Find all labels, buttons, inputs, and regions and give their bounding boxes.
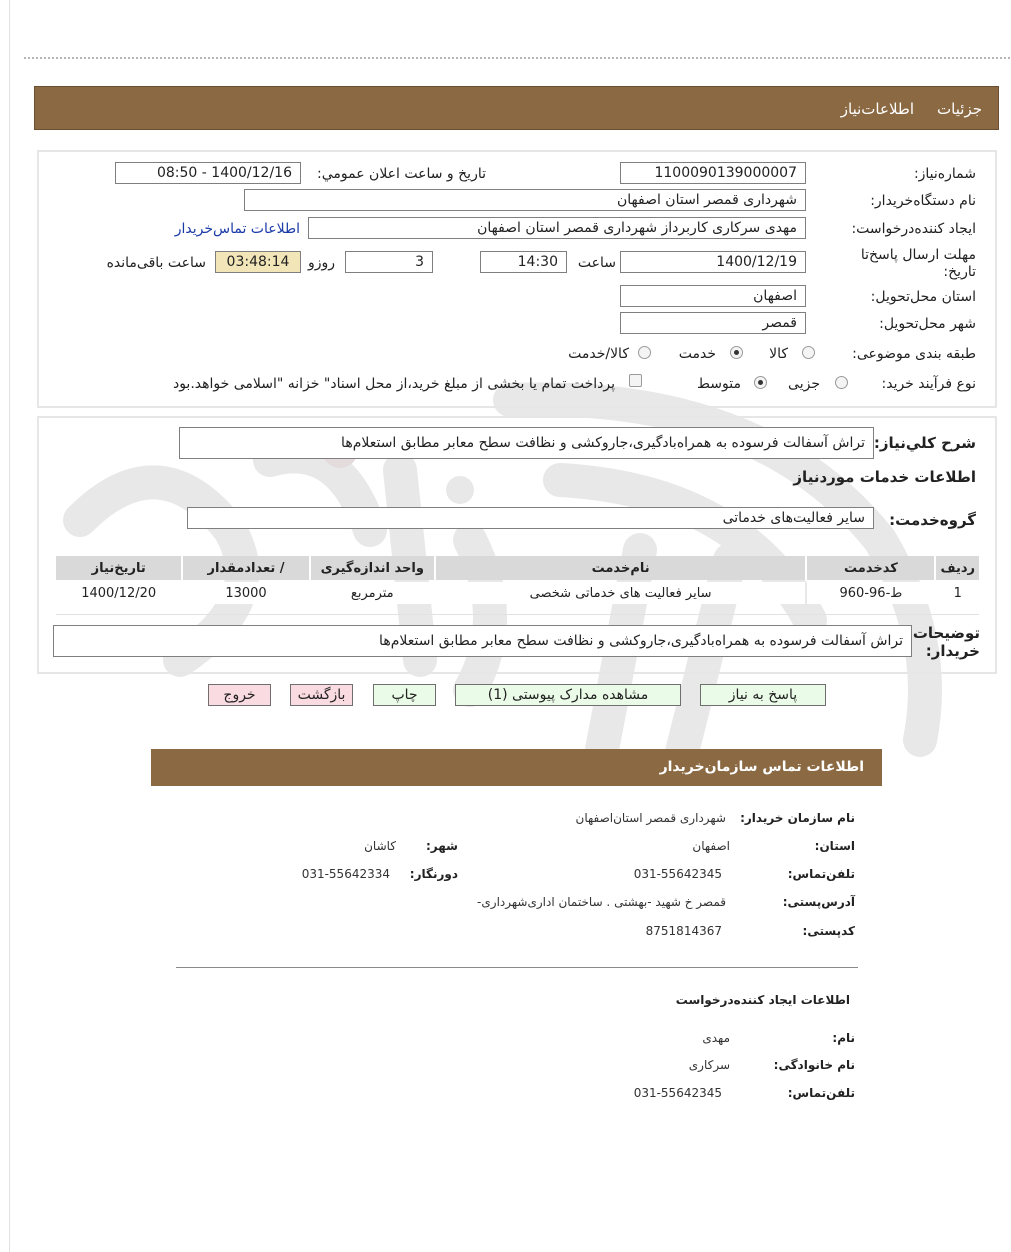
table-row bbox=[56, 582, 979, 604]
left-border-line bbox=[9, 0, 10, 1252]
process-option-minor: جزیی bbox=[788, 376, 820, 392]
creator-info-title: اطلاعات ایجاد کننده‌درخواست bbox=[675, 993, 850, 1007]
contact-address-label: آدرس‌پستی: bbox=[782, 895, 855, 909]
contact-city-label: شهر: bbox=[426, 839, 458, 853]
view-attachments-button[interactable]: مشاهده مدارک پیوستی (1) bbox=[455, 684, 681, 706]
category-radio-service[interactable] bbox=[730, 346, 743, 359]
col-code: کدخدمت bbox=[807, 556, 934, 580]
print-button[interactable]: چاپ bbox=[373, 684, 436, 706]
province-field: اصفهان bbox=[620, 285, 806, 307]
days-label: روزو bbox=[307, 255, 335, 271]
buyer-org-field: شهرداری قمصر استان اصفهان bbox=[244, 189, 806, 211]
col-date: تاریخ‌نیاز bbox=[56, 556, 181, 580]
process-radio-medium[interactable] bbox=[754, 376, 767, 389]
announce-field: 1400/12/16 - 08:50 bbox=[115, 162, 301, 184]
exit-button[interactable]: خروج bbox=[208, 684, 271, 706]
creator-name-label: نام: bbox=[832, 1031, 855, 1045]
breadcrumb-details[interactable]: جزئیات bbox=[937, 100, 982, 118]
contact-province-value: اصفهان bbox=[692, 839, 730, 853]
process-option-medium: متوسط bbox=[697, 376, 741, 392]
contact-province-label: استان: bbox=[814, 839, 855, 853]
services-title: اطلاعات خدمات موردنیاز bbox=[793, 468, 976, 486]
buyer-notes-field: تراش آسفالت فرسوده به همراه‌بادگیری،جاروکشی و نظافت سطح معابر مطابق استعلام‌ها bbox=[53, 625, 912, 657]
category-option-goods: کالا bbox=[769, 346, 788, 362]
process-label: نوع فرآیند خرید: bbox=[881, 376, 976, 392]
category-label: طبقه بندی موضوعی: bbox=[852, 346, 976, 362]
col-row: ردیف bbox=[936, 556, 979, 580]
deadline-date-field: 1400/12/19 bbox=[620, 251, 806, 273]
contact-org-label: نام سازمان خریدار: bbox=[740, 811, 855, 825]
contact-postal-label: کدپستی: bbox=[802, 924, 855, 938]
need-desc-field: تراش آسفالت فرسوده به همراه‌بادگیری،جاروکشی و نظافت سطح معابر مطابق استعلام‌ها bbox=[179, 427, 874, 459]
services-table bbox=[54, 554, 981, 606]
city-field: قمصر bbox=[620, 312, 806, 334]
announce-label: تاریخ و ساعت اعلان عمومي: bbox=[317, 166, 486, 182]
creator-label: ایجاد کننده‌درخواست: bbox=[851, 221, 976, 237]
province-label: استان محل‌تحویل: bbox=[870, 289, 976, 305]
cell-date: 1400/12/20 bbox=[56, 582, 181, 604]
group-field: سایر فعالیت‌های خدماتی bbox=[187, 507, 874, 529]
contact-postal-value: 8751814367 bbox=[645, 924, 722, 938]
creator-family-label: نام خانوادگی: bbox=[773, 1058, 855, 1072]
buyer-org-label: نام دستگاه‌خریدار: bbox=[870, 193, 976, 209]
creator-name-value: مهدی bbox=[702, 1031, 730, 1045]
top-separator bbox=[24, 57, 1010, 59]
remaining-label: ساعت باقی‌مانده bbox=[106, 255, 206, 271]
deadline-label: مهلت ارسال پاسخ‌تا تاریخ: bbox=[860, 247, 976, 280]
cell-code: ط-96-960 bbox=[807, 582, 934, 604]
creator-phone-label: تلفن‌تماس: bbox=[787, 1086, 855, 1100]
col-name: نام‌خدمت bbox=[436, 556, 805, 580]
cell-unit: مترمربع bbox=[311, 582, 434, 604]
table-bottom-border bbox=[56, 614, 979, 615]
contact-city-value: کاشان bbox=[364, 839, 396, 853]
creator-phone-value: 031-55642345 bbox=[633, 1086, 722, 1100]
contact-title: اطلاعات تماس سازمان‌خریدار bbox=[659, 759, 864, 775]
cell-name: سایر فعالیت های خدماتی شخصی bbox=[436, 582, 805, 604]
city-label: شهر محل‌تحویل: bbox=[879, 316, 976, 332]
buyer-notes-label: توضیحات خریدار: bbox=[912, 624, 980, 660]
services-table-header bbox=[56, 556, 979, 580]
category-radio-goods-service[interactable] bbox=[638, 346, 651, 359]
need-desc-label: شرح کلي‌نیاز: bbox=[873, 434, 976, 452]
category-option-service: خدمت bbox=[678, 346, 716, 362]
days-field: 3 bbox=[345, 251, 433, 273]
payment-note: پرداخت تمام یا بخشی از مبلغ خرید،از محل اسناد" خزانه "اسلامی خواهد.بود bbox=[172, 376, 615, 392]
contact-divider bbox=[176, 967, 858, 968]
contact-fax-label: دورنگار: bbox=[409, 867, 458, 881]
process-radio-minor[interactable] bbox=[835, 376, 848, 389]
col-unit: واحد اندازه‌گیری bbox=[311, 556, 434, 580]
contact-org-value: شهرداری قمصر استان‌اصفهان bbox=[575, 811, 726, 825]
contact-phone-value: 031-55642345 bbox=[633, 867, 722, 881]
deadline-time-label: ساعت bbox=[577, 255, 616, 271]
cell-row: 1 bbox=[936, 582, 979, 604]
remaining-time-field: 03:48:14 bbox=[215, 251, 301, 273]
creator-family-value: سرکاری bbox=[688, 1058, 730, 1072]
back-button[interactable]: بازگشت bbox=[290, 684, 353, 706]
creator-field: مهدی سرکاری کاربرداز شهرداری قمصر استان اصفهان bbox=[308, 217, 806, 239]
contact-header-bar bbox=[151, 749, 882, 786]
col-quantity: / تعدادمقدار bbox=[183, 556, 308, 580]
payment-treasury-checkbox[interactable] bbox=[629, 374, 642, 387]
deadline-time-field: 14:30 bbox=[480, 251, 567, 273]
need-number-field: 1100090139000007 bbox=[620, 162, 806, 184]
cell-quantity: 13000 bbox=[183, 582, 308, 604]
header-bar bbox=[34, 86, 999, 130]
buyer-contact-link[interactable]: اطلاعات تماس‌خریدار bbox=[174, 221, 300, 237]
contact-phone-label: تلفن‌تماس: bbox=[787, 867, 855, 881]
group-label: گروه‌خدمت: bbox=[889, 511, 976, 529]
reply-button[interactable]: پاسخ به نیاز bbox=[700, 684, 826, 706]
category-option-goods-service: کالا/خدمت bbox=[568, 346, 629, 362]
contact-address-value: قمصر خ شهید -بهشتی . ساختمان اداری‌شهرداری- bbox=[477, 895, 726, 909]
category-radio-goods[interactable] bbox=[802, 346, 815, 359]
need-number-label: شماره‌نیاز: bbox=[913, 166, 976, 182]
contact-fax-value: 031-55642334 bbox=[301, 867, 390, 881]
breadcrumb-need-info[interactable]: اطلاعات‌نیاز bbox=[840, 100, 914, 118]
